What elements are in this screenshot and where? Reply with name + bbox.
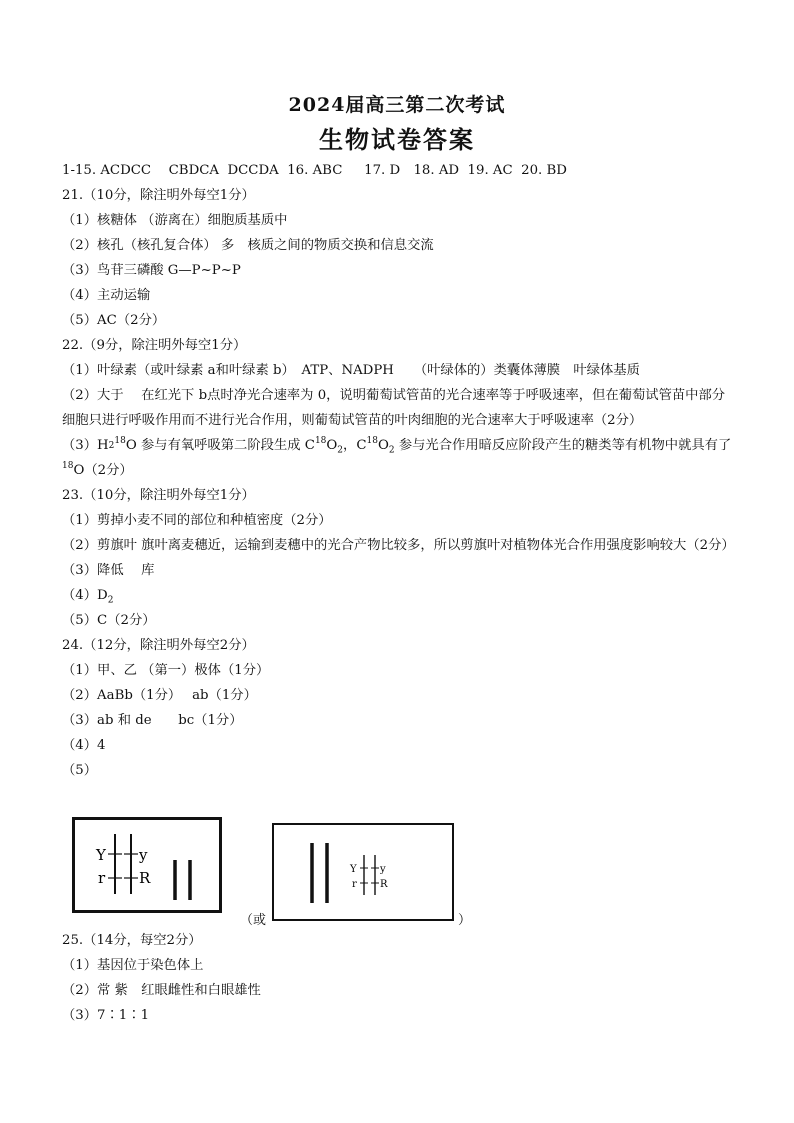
chromosome-figure: [62, 815, 734, 935]
allele-label-y: y: [139, 846, 148, 864]
title-answer-key: 生物试卷答案: [319, 125, 475, 154]
allele-label-Y: Y: [350, 864, 357, 875]
allele-label-R: R: [380, 879, 388, 890]
chromosome-box-2: [272, 823, 454, 921]
q23-answer-3: （3）降低 库: [62, 563, 155, 578]
q23-answer-1: （1）剪掉小麦不同的部位和种植密度（2分）: [62, 513, 332, 528]
q22-answer-3: $(3)H^{218}O$ 参与有氧呼吸第二阶段生成 $C^{18}O_2$，$C^{18}O_2$ 参与光合作用暗反应阶段产生的糖类等有机物中就具有了 $^{18}$O（2分）: [62, 435, 732, 478]
q21-answer-4: （4）主动运输: [62, 288, 151, 303]
q23-answer-5: （5）C（2分）: [62, 613, 156, 628]
title-exam: 2024届高三第二次考试: [288, 94, 506, 116]
q22-answer-1: （1）叶绿素（或叶绿素 a和叶绿素 b） ATP、NADPH （叶绿体的）类囊体薄膜 叶绿体基质: [62, 363, 640, 378]
q22-answer-2: （2）大于 在红光下 b点时净光合速率为 0，说明葡萄试管苗的光合速率等于呼吸速率，但在葡萄试管苗中部分细胞只进行呼吸作用而不进行光合作用，则葡萄试管苗的叶肉细胞的光合速率大于呼吸速率（2分）: [62, 388, 726, 428]
chromosome-box-1: [72, 817, 222, 913]
chromosome-diagram-2: [274, 825, 452, 919]
allele-label-y: y: [380, 864, 386, 875]
q24-answer-4: （4）4: [62, 738, 106, 753]
q21-answer-5: （5）AC（2分）: [62, 313, 166, 328]
q24-answer-1: （1）甲、乙 （第一）极体（1分）: [62, 663, 270, 678]
q23-answer-4: $(4)D_2$: [62, 588, 114, 606]
allele-label-r: r: [98, 869, 106, 887]
q21-answer-3: （3）鸟苷三磷酸 G—P~P~P: [62, 263, 241, 278]
chromosome-diagram-1: [75, 820, 219, 910]
q23-heading: 23.（10分，除注明外每空1分）: [62, 488, 255, 503]
q25-answer-3: （3）7∶1∶1: [62, 1008, 150, 1023]
close-paren: ）: [458, 913, 472, 928]
q24-answer-2: （2）AaBb（1分） ab（1分）: [62, 688, 257, 703]
allele-label-Y: Y: [96, 846, 106, 864]
answer-content: [62, 158, 734, 783]
q25-answer-1: （1）基因位于染色体上: [62, 958, 204, 973]
or-label: （或: [240, 913, 267, 928]
q24-heading: 24.（12分，除注明外每空2分）: [62, 638, 255, 653]
q23-answer-2: （2）剪旗叶 旗叶离麦穗近，运输到麦穗中的光合产物比较多，所以剪旗叶对植物体光合作用强度影响较大（2分）: [62, 538, 735, 553]
q22-heading: 22.（9分，除注明外每空1分）: [62, 338, 247, 353]
allele-label-r: r: [352, 879, 357, 890]
q24-answer-3: （3）ab 和 de bc（1分）: [62, 713, 243, 728]
q21-answer-2: （2）核孔（核孔复合体） 多 核质之间的物质交换和信息交流: [62, 238, 434, 253]
q25-heading: 25.（14分，每空2分）: [62, 933, 202, 948]
q24-answer-5: （5）: [62, 763, 98, 778]
allele-label-R: R: [139, 869, 151, 887]
choice-answers: 1-15. ACDCC CBDCA DCCDA 16. ABC 17. D 18. AD 19. AC 20. BD: [62, 163, 567, 178]
answer-content-2: [62, 928, 734, 1028]
q21-heading: 21.（10分，除注明外每空1分）: [62, 188, 255, 203]
q21-answer-1: （1）核糖体 （游离在）细胞质基质中: [62, 213, 288, 228]
q25-answer-2: （2）常 紫 红眼雌性和白眼雄性: [62, 983, 261, 998]
